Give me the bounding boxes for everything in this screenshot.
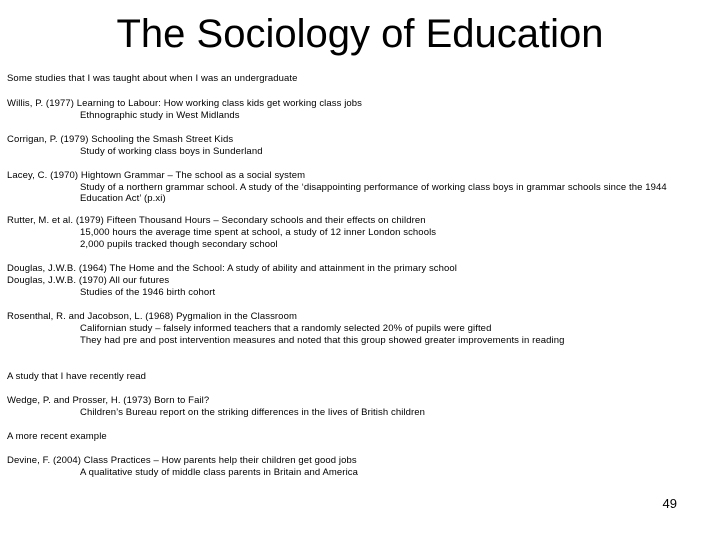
- note-rosenthal-1: Californian study – falsely informed teachers that a randomly selected 20% of pupils were gifted: [80, 323, 492, 334]
- citation-douglas-1964: Douglas, J.W.B. (1964) The Home and the School: A study of ability and attainment in the primary school: [7, 263, 457, 274]
- note-douglas-1970: Studies of the 1946 birth cohort: [80, 287, 216, 298]
- section-heading-more-recent: A more recent example: [7, 431, 107, 442]
- citation-devine: Devine, F. (2004) Class Practices – How parents help their children get good jobs: [7, 455, 357, 466]
- page-number: 49: [662, 496, 677, 511]
- citation-wedge: Wedge, P. and Prosser, H. (1973) Born to Fail?: [7, 395, 210, 406]
- note-willis: Ethnographic study in West Midlands: [80, 110, 240, 121]
- note-lacey: Study of a northern grammar school. A study of the ‘disappointing performance of working class boys in grammar schools since the 1944 Education Act’ (p.xi): [80, 182, 667, 204]
- citation-douglas-1970: Douglas, J.W.B. (1970) All our futures: [7, 275, 170, 286]
- note-rutter-2: 2,000 pupils tracked though secondary school: [80, 239, 278, 250]
- intro-text: Some studies that I was taught about when I was an undergraduate: [7, 73, 298, 84]
- citation-rutter: Rutter, M. et al. (1979) Fifteen Thousand Hours – Secondary schools and their effects on children: [7, 215, 426, 226]
- note-wedge: Children’s Bureau report on the striking differences in the lives of British children: [80, 407, 426, 418]
- note-rosenthal-2: They had pre and post intervention measures and noted that this group showed greater improvements in reading: [80, 335, 565, 346]
- citation-lacey: Lacey, C. (1970) Hightown Grammar – The school as a social system: [7, 170, 306, 181]
- section-heading-recent: A study that I have recently read: [7, 371, 147, 382]
- citation-rosenthal: Rosenthal, R. and Jacobson, L. (1968) Pygmalion in the Classroom: [7, 311, 297, 322]
- note-corrigan: Study of working class boys in Sunderland: [80, 146, 263, 157]
- citation-corrigan: Corrigan, P. (1979) Schooling the Smash Street Kids: [7, 134, 234, 145]
- note-rutter-1: 15,000 hours the average time spent at school, a study of 12 inner London schools: [80, 227, 437, 238]
- page-title: The Sociology of Education: [116, 12, 604, 56]
- citation-willis: Willis, P. (1977) Learning to Labour: How working class kids get working class jobs: [7, 98, 363, 109]
- note-devine: A qualitative study of middle class parents in Britain and America: [80, 467, 359, 478]
